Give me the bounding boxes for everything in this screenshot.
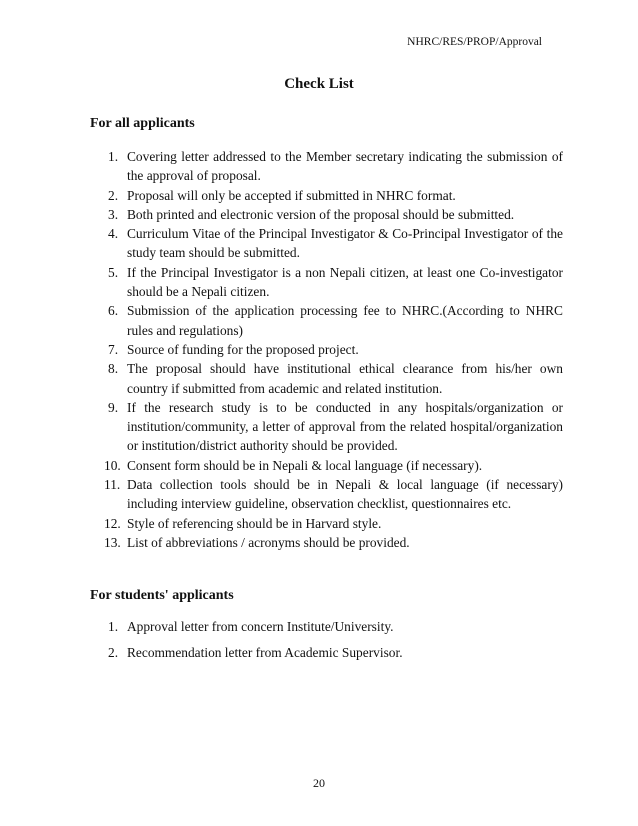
item-text: Submission of the application processing fee to NHRC.(According to NHRC rules and regulations) [127, 303, 563, 338]
document-reference-code: NHRC/RES/PROP/Approval [407, 36, 542, 48]
checklist-item [90, 398, 563, 456]
checklist-item [90, 643, 563, 662]
item-text: Proposal will only be accepted if submitted in NHRC format. [127, 187, 456, 203]
checklist-item [90, 205, 563, 224]
item-text: The proposal should have institutional ethical clearance from his/her own country if submitted from academic and related institution. [127, 361, 563, 396]
item-number: 12. [104, 515, 121, 531]
item-number: 10. [104, 457, 121, 473]
checklist-item [90, 340, 563, 359]
item-text: Recommendation letter from Academic Supervisor. [127, 645, 403, 661]
page-number: 20 [313, 776, 325, 790]
item-text: Data collection tools should be in Nepali & local language (if necessary) including interview guideline, observation checklist, questionnaires etc. [127, 477, 563, 512]
item-text: Covering letter addressed to the Member secretary indicating the submission of the approval of proposal. [127, 149, 563, 184]
checklist-item [90, 456, 563, 475]
item-text: Consent form should be in Nepali & local language (if necessary). [127, 457, 483, 473]
item-text: Both printed and electronic version of the proposal should be submitted. [127, 206, 515, 222]
item-text: Curriculum Vitae of the Principal Investigator & Co-Principal Investigator of the study team should be submitted. [127, 226, 563, 261]
item-number: 4. [108, 226, 119, 242]
item-number: 5. [108, 264, 119, 280]
item-number: 8. [108, 361, 119, 377]
item-number: 9. [108, 399, 119, 415]
page-title: Check List [284, 76, 354, 92]
checklist-student-applicants [90, 617, 563, 670]
checklist-item [90, 301, 563, 340]
item-number: 7. [108, 341, 119, 357]
item-number: 3. [108, 206, 119, 222]
item-text: Style of referencing should be in Harvard style. [127, 515, 382, 531]
checklist-all-applicants [90, 147, 563, 552]
checklist-item [90, 186, 563, 205]
item-text: Approval letter from concern Institute/University. [127, 619, 394, 634]
item-text: Source of funding for the proposed project. [127, 341, 359, 357]
checklist-item [90, 224, 563, 263]
checklist-item [90, 617, 563, 636]
item-number: 2. [108, 645, 119, 661]
checklist-item [90, 514, 563, 533]
item-number: 11. [104, 477, 121, 493]
item-text: List of abbreviations / acronyms should be provided. [127, 534, 410, 550]
section-heading-all-applicants: For all applicants [90, 116, 195, 131]
item-text: If the research study is to be conducted in any hospitals/organization or institution/community, a letter of approval from the related hospital/organization or institution/district authority should be provided. [127, 399, 563, 454]
checklist-item [90, 263, 563, 302]
checklist-item [90, 359, 563, 398]
checklist-item [90, 475, 563, 514]
section-heading-student-applicants: For students' applicants [90, 588, 234, 603]
item-number: 1. [108, 149, 119, 164]
item-number: 1. [108, 619, 119, 634]
checklist-item [90, 533, 563, 552]
item-number: 2. [108, 187, 119, 203]
item-number: 6. [108, 303, 119, 319]
item-text: If the Principal Investigator is a non Nepali citizen, at least one Co-investigator should be a Nepali citizen. [127, 264, 563, 300]
item-number: 13. [104, 534, 121, 550]
checklist-item [90, 147, 563, 186]
